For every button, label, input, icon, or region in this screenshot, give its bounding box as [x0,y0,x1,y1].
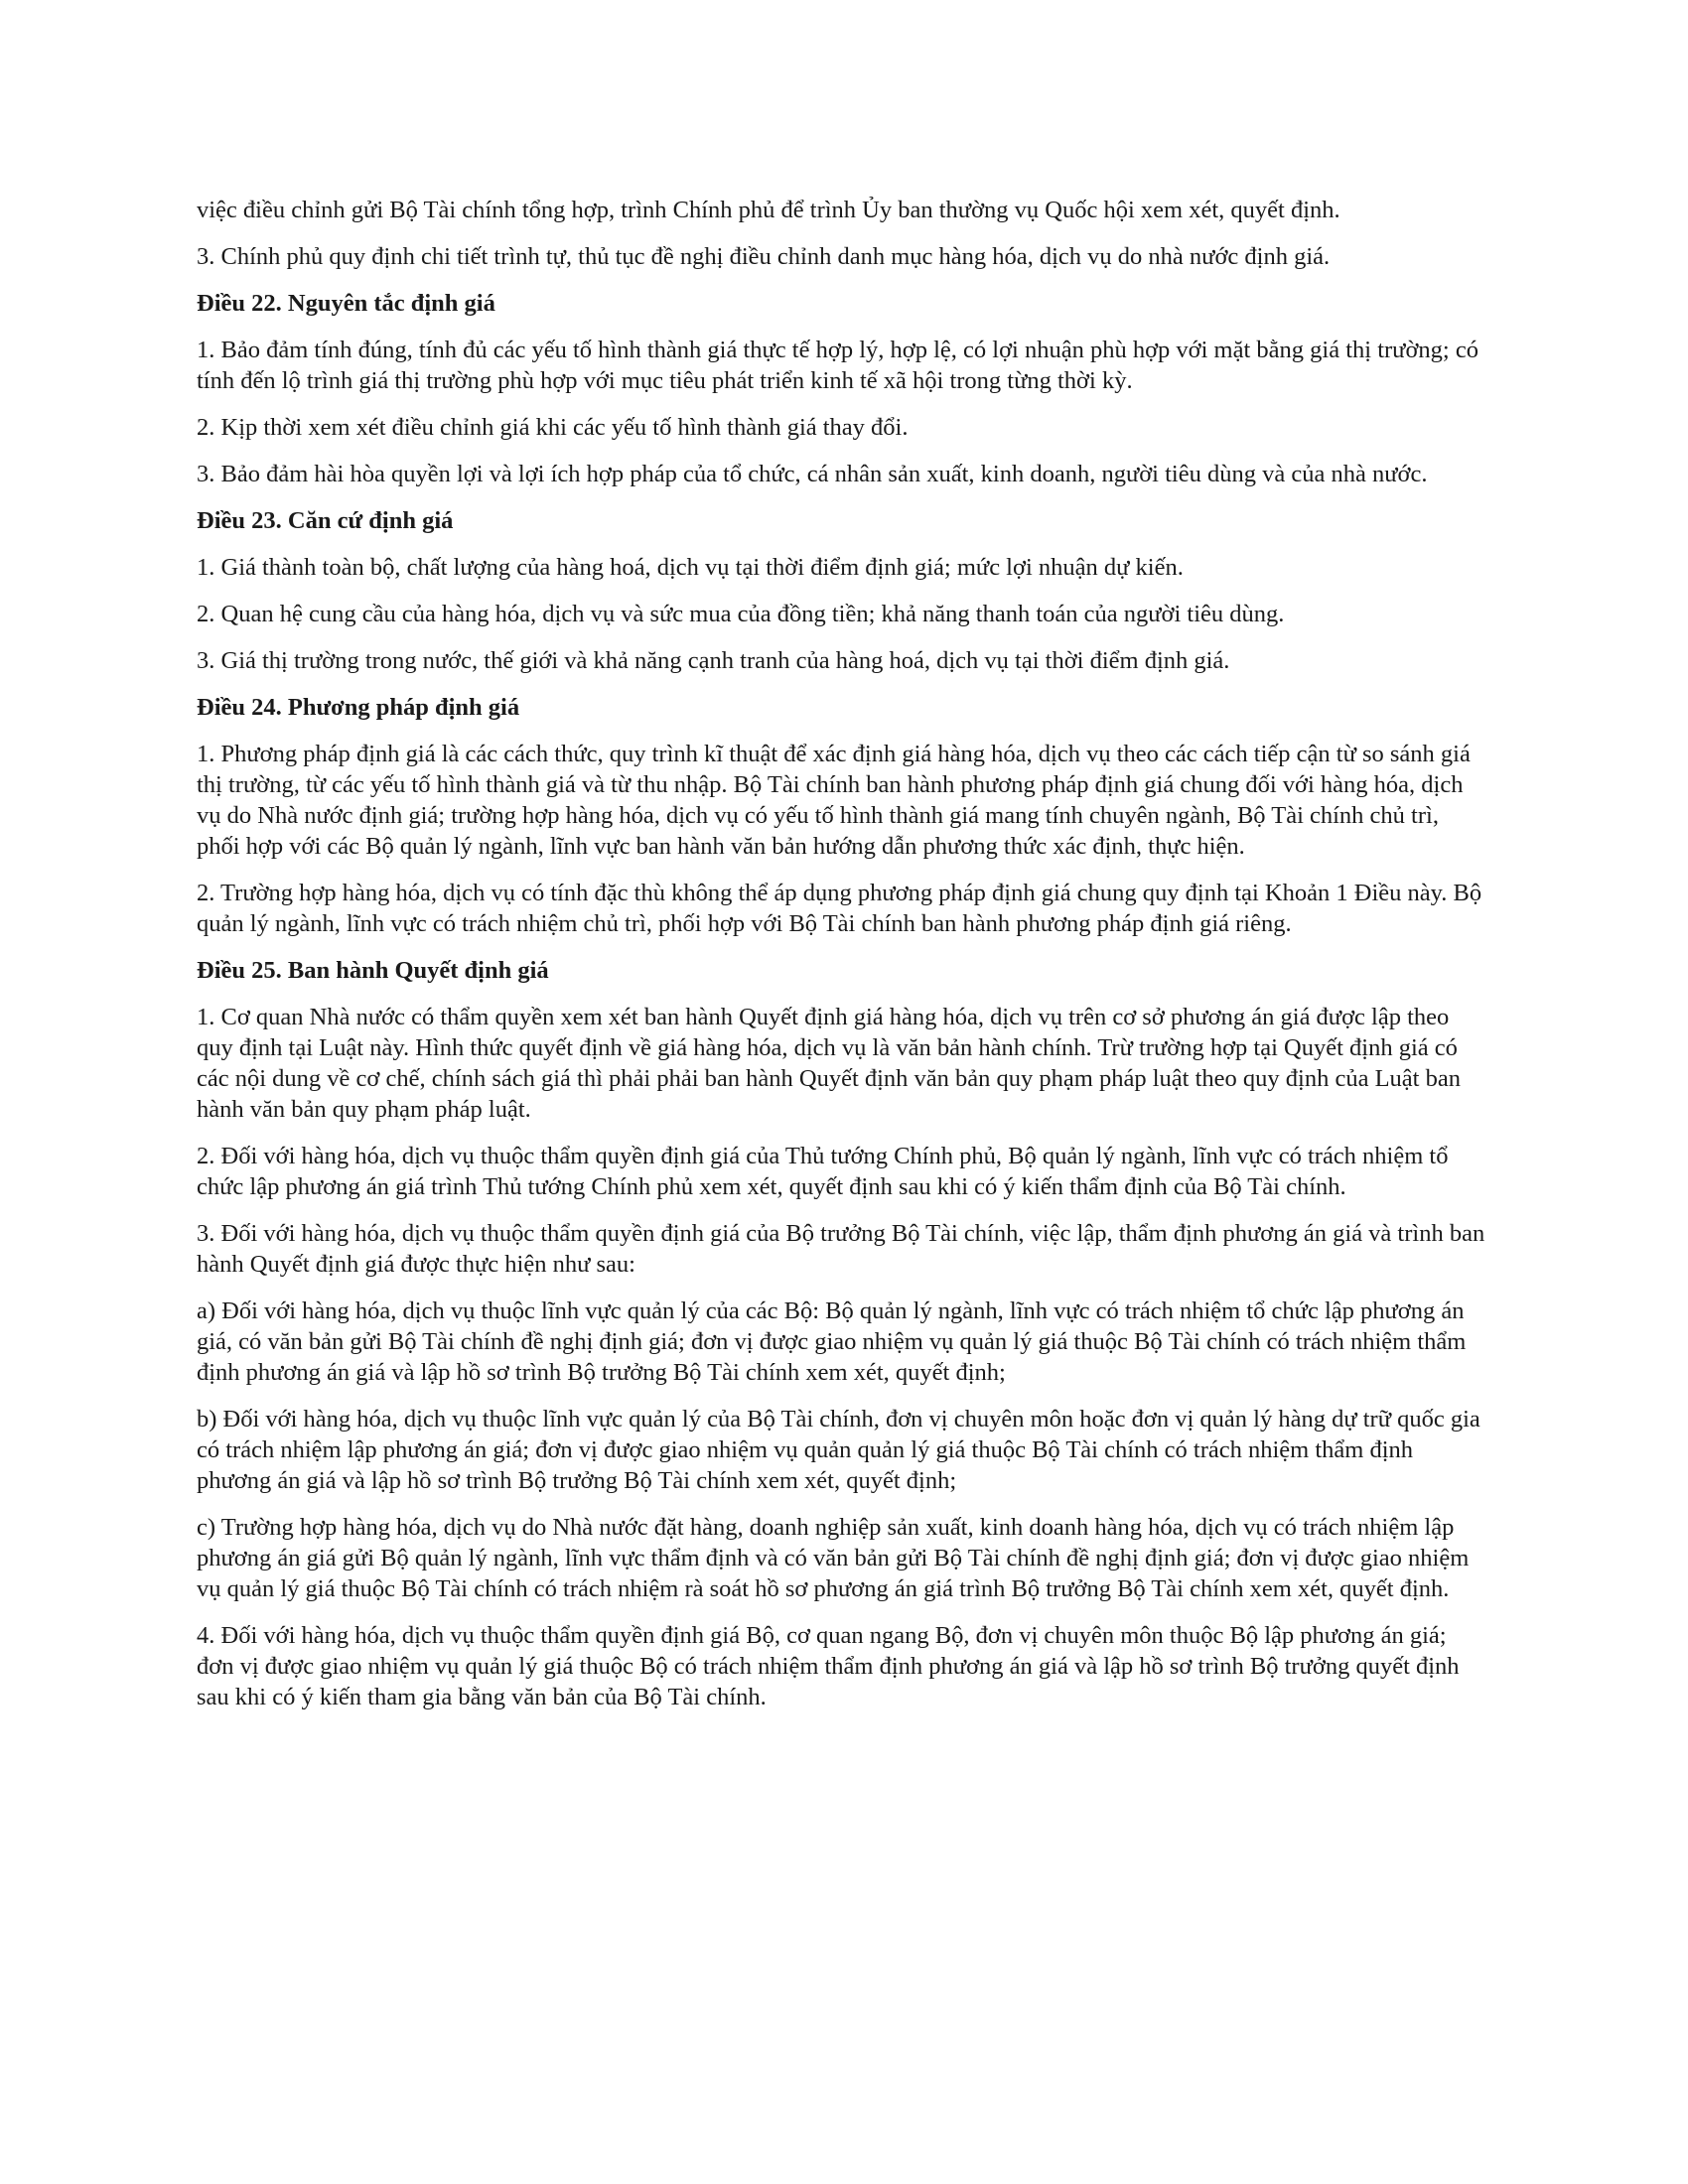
paragraph: 3. Chính phủ quy định chi tiết trình tự, thủ tục đề nghị điều chỉnh danh mục hàng hóa, dịch vụ do nhà nước định giá. [197,243,1331,270]
paragraph: 2. Trường hợp hàng hóa, dịch vụ có tính đặc thù không thể áp dụng phương pháp định giá chung quy định tại Khoản 1 Điều này. Bộ quản lý ngành, lĩnh vực có trách nhiệm chủ trì, phối hợp với Bộ Tài chính ban hành phương pháp định giá riêng. [197,880,1482,937]
article-heading: Điều 22. Nguyên tắc định giá [197,290,495,317]
paragraph: c) Trường hợp hàng hóa, dịch vụ do Nhà nước đặt hàng, doanh nghiệp sản xuất, kinh doanh hàng hóa, dịch vụ có trách nhiệm lập phương án giá gửi Bộ quản lý ngành, lĩnh vực thẩm định và có văn bản gửi Bộ Tài chính đề nghị định giá; đơn vị được giao nhiệm vụ quản lý giá thuộc Bộ Tài chính có trách nhiệm rà soát hồ sơ phương án giá trình Bộ trưởng Bộ Tài chính xem xét, quyết định. [197,1514,1470,1602]
article-heading: Điều 25. Ban hành Quyết định giá [197,957,549,984]
paragraph: việc điều chỉnh gửi Bộ Tài chính tổng hợp, trình Chính phủ để trình Ủy ban thường vụ Quốc hội xem xét, quyết định. [197,197,1340,223]
paragraph: b) Đối với hàng hóa, dịch vụ thuộc lĩnh vực quản lý của Bộ Tài chính, đơn vị chuyên môn hoặc đơn vị quản lý hàng dự trữ quốc gia có trách nhiệm lập phương án giá; đơn vị được giao nhiệm vụ quản quản lý giá thuộc Bộ Tài chính có trách nhiệm thẩm định phương án giá và lập hồ sơ trình Bộ trưởng Bộ Tài chính xem xét, quyết định; [197,1406,1480,1494]
paragraph: 1. Cơ quan Nhà nước có thẩm quyền xem xét ban hành Quyết định giá hàng hóa, dịch vụ trên cơ sở phương án giá được lập theo quy định tại Luật này. Hình thức quyết định về giá hàng hóa, dịch vụ là văn bản hành chính. Trừ trường hợp tại Quyết định giá có các nội dung về cơ chế, chính sách giá thì phải phải ban hành Quyết định văn bản quy phạm pháp luật theo quy định của Luật ban hành văn bản quy phạm pháp luật. [197,1004,1461,1123]
paragraph: 2. Quan hệ cung cầu của hàng hóa, dịch vụ và sức mua của đồng tiền; khả năng thanh toán của người tiêu dùng. [197,601,1285,627]
document-page [197,195,1487,1728]
paragraph: 1. Bảo đảm tính đúng, tính đủ các yếu tố hình thành giá thực tế hợp lý, hợp lệ, có lợi nhuận phù hợp với mặt bằng giá thị trường; có tính đến lộ trình giá thị trường phù hợp với mục tiêu phát triển kinh tế xã hội trong từng thời kỳ. [197,337,1478,394]
paragraph: 3. Đối với hàng hóa, dịch vụ thuộc thẩm quyền định giá của Bộ trưởng Bộ Tài chính, việc lập, thẩm định phương án giá và trình ban hành Quyết định giá được thực hiện như sau: [197,1220,1485,1278]
article-heading: Điều 24. Phương pháp định giá [197,694,520,721]
paragraph: 4. Đối với hàng hóa, dịch vụ thuộc thẩm quyền định giá Bộ, cơ quan ngang Bộ, đơn vị chuyên môn thuộc Bộ lập phương án giá; đơn vị được giao nhiệm vụ quản lý giá thuộc Bộ có trách nhiệm thẩm định phương án giá và lập hồ sơ trình Bộ trưởng quyết định sau khi có ý kiến tham gia bằng văn bản của Bộ Tài chính. [197,1622,1460,1710]
paragraph: 1. Phương pháp định giá là các cách thức, quy trình kĩ thuật để xác định giá hàng hóa, dịch vụ theo các cách tiếp cận từ so sánh giá thị trường, từ các yếu tố hình thành giá và từ thu nhập. Bộ Tài chính ban hành phương pháp định giá chung đối với hàng hóa, dịch vụ do Nhà nước định giá; trường hợp hàng hóa, dịch vụ có yếu tố hình thành giá mang tính chuyên ngành, Bộ Tài chính chủ trì, phối hợp với các Bộ quản lý ngành, lĩnh vực ban hành văn bản hướng dẫn phương thức xác định, thực hiện. [197,741,1471,860]
paragraph: 3. Giá thị trường trong nước, thế giới và khả năng cạnh tranh của hàng hoá, dịch vụ tại thời điểm định giá. [197,647,1230,674]
paragraph: a) Đối với hàng hóa, dịch vụ thuộc lĩnh vực quản lý của các Bộ: Bộ quản lý ngành, lĩnh vực có trách nhiệm tổ chức lập phương án giá, có văn bản gửi Bộ Tài chính đề nghị định giá; đơn vị được giao nhiệm vụ quản lý giá thuộc Bộ Tài chính có trách nhiệm thẩm định phương án giá và lập hồ sơ trình Bộ trưởng Bộ Tài chính xem xét, quyết định; [197,1297,1467,1386]
paragraph: 3. Bảo đảm hài hòa quyền lợi và lợi ích hợp pháp của tổ chức, cá nhân sản xuất, kinh doanh, người tiêu dùng và của nhà nước. [197,461,1428,487]
paragraph: 1. Giá thành toàn bộ, chất lượng của hàng hoá, dịch vụ tại thời điểm định giá; mức lợi nhuận dự kiến. [197,554,1184,581]
paragraph: 2. Kịp thời xem xét điều chỉnh giá khi các yếu tố hình thành giá thay đổi. [197,414,909,441]
paragraph: 2. Đối với hàng hóa, dịch vụ thuộc thẩm quyền định giá của Thủ tướng Chính phủ, Bộ quản lý ngành, lĩnh vực có trách nhiệm tổ chức lập phương án giá trình Thủ tướng Chính phủ xem xét, quyết định sau khi có ý kiến thẩm định của Bộ Tài chính. [197,1143,1449,1200]
article-heading: Điều 23. Căn cứ định giá [197,507,454,534]
